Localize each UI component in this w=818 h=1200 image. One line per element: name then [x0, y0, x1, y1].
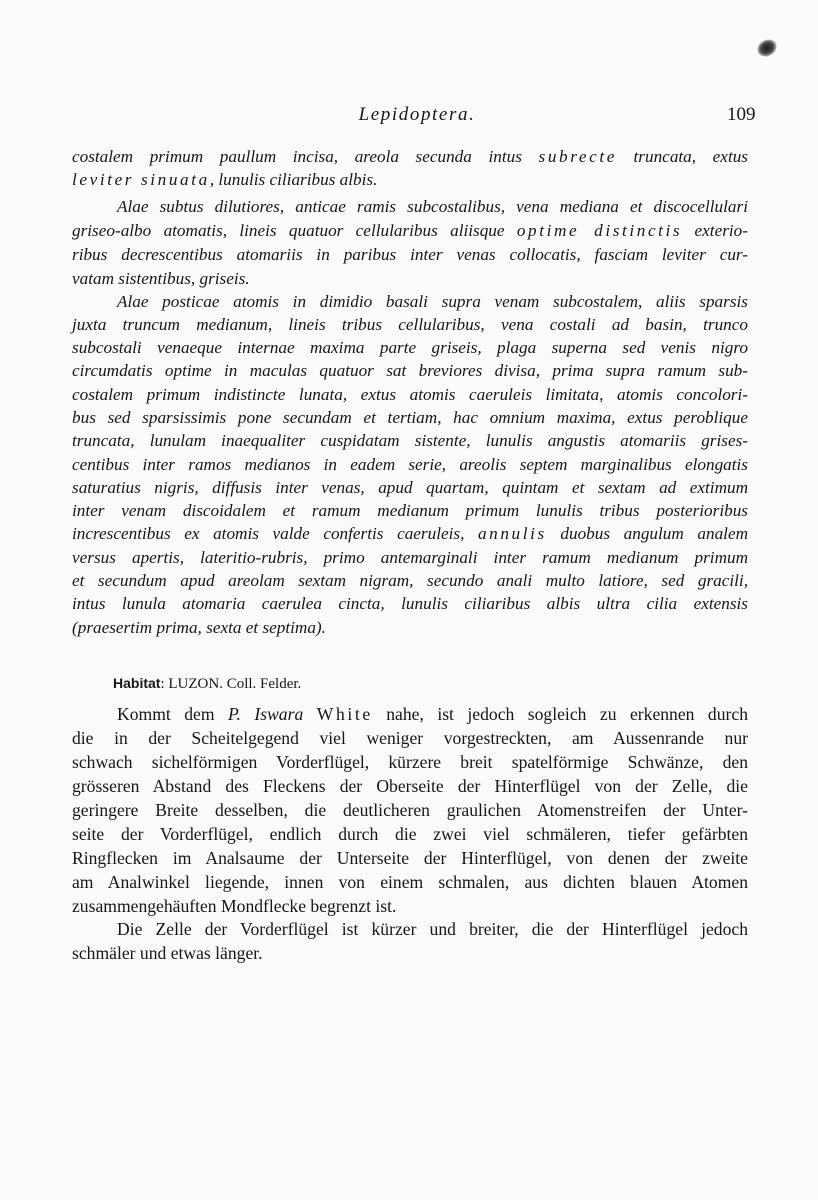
text-line: schwach sichelförmigen Vorderflügel, kürzere breit spatelförmige Schwänze, den	[72, 752, 748, 772]
text-run: Kommt dem	[117, 704, 229, 724]
text-run: increscentibus ex atomis valde confertis caeruleis,	[72, 524, 478, 543]
text-line: die in der Scheitelgegend viel weniger vorgestreckten, am Aussenrande nur	[72, 728, 748, 748]
paragraph-start-line	[117, 703, 748, 725]
text-run: , lunulis ciliaribus albis.	[209, 170, 378, 189]
text-line: inter venam discoidalem et ramum medianum primum lunulis tribus posterioribus	[72, 501, 748, 520]
habitat-label: Habitat	[113, 675, 161, 691]
text-line	[72, 523, 748, 545]
text-run: costalem primum paullum incisa, areola secunda intus	[72, 147, 539, 166]
spaced-text: optime distinctis	[516, 221, 683, 240]
text-line: bus sed sparsissimis pone secundam et tertiam, hac omnium maxima, extus peroblique	[72, 408, 748, 427]
text-line: (praesertim prima, sexta et septima).	[72, 618, 326, 637]
text-line: grösseren Abstand des Fleckens der Oberseite der Hinterflügel von der Zelle, die	[72, 776, 748, 796]
ink-blot	[754, 36, 779, 60]
species-name: P. Iswara	[228, 704, 304, 724]
paragraph-start-line: Die Zelle der Vorderflügel ist kürzer und breiter, die der Hinterflügel jedoch	[117, 919, 748, 939]
text-line: saturatius nigris, diffusis inter venas, apud quartam, quintam et sextam ad extimum	[72, 478, 748, 497]
text-line: intus lunula atomaria caerulea cincta, lunulis ciliaribus albis ultra cilia extensis	[72, 594, 748, 613]
text-line: centibus inter ramos medianos in eadem serie, areolis septem marginalibus elongatis	[72, 455, 748, 474]
text-line: versus apertis, lateritio-rubris, primo antemarginali inter ramum medianum primum	[72, 548, 748, 567]
text-line: circumdatis optime in maculas quatuor sat breviores divisa, prima supra ramum sub-	[72, 361, 748, 380]
habitat-line	[113, 675, 301, 693]
text-line: am Analwinkel liegende, innen von einem schmalen, aus dichten blauen Atomen	[72, 872, 748, 892]
text-line: seite der Vorderflügel, endlich durch die zwei viel schmäleren, tiefer gefärbten	[72, 824, 748, 844]
running-header-title: Lepidoptera.	[358, 104, 476, 125]
text-line: geringere Breite desselben, die deutlicheren graulichen Atomenstreifen der Unter-	[72, 800, 748, 820]
text-line: subcostali venaeque internae maxima parte griseis, plaga superna sed venis nigro	[72, 338, 748, 357]
text-line: et secundum apud areolam sextam nigram, secundo anali multo latiore, sed gracili,	[72, 571, 748, 590]
text-run: truncata, extus	[616, 147, 748, 166]
text-run: griseo-albo atomatis, lineis quatuor cellularibus aliisque	[72, 221, 517, 240]
spaced-text: subrecte	[538, 147, 617, 166]
text-line: juxta truncum medianum, lineis tribus cellularibus, vena costali ad basin, trunco	[72, 315, 748, 334]
text-line	[72, 146, 748, 168]
text-line: costalem primum indistincte lunata, extus atomis caeruleis limitata, atomis concolori-	[72, 385, 748, 404]
spaced-text: leviter sinuata	[72, 170, 210, 189]
text-line: Ringflecken im Analsaume der Unterseite der Hinterflügel, von denen der zweite	[72, 848, 748, 868]
text-line	[72, 169, 748, 191]
paragraph-start-line: Alae posticae atomis in dimidio basali supra venam subcostalem, aliis sparsis	[117, 292, 748, 311]
habitat-separator: :	[160, 676, 165, 692]
spaced-text: annulis	[477, 524, 547, 543]
text-run: exterio-	[682, 221, 748, 240]
paragraph-start-line: Alae subtus dilutiores, anticae ramis subcostalibus, vena mediana et discocellulari	[117, 197, 748, 216]
text-run: nahe, ist jedoch sogleich zu erkennen durch	[372, 704, 748, 724]
text-line: ribus decrescentibus atomariis in paribus inter venas collocatis, fasciam leviter cur-	[72, 245, 748, 264]
author-name: White	[316, 704, 373, 724]
text-line: vatam sistentibus, griseis.	[72, 269, 250, 288]
text-line	[72, 220, 748, 242]
habitat-value: LUZON. Coll. Felder.	[164, 676, 302, 692]
text-line: schmäler und etwas länger.	[72, 943, 263, 963]
text-line: zusammengehäuften Mondflecke begrenzt ist.	[72, 896, 397, 916]
text-run: duobus angulum analem	[546, 524, 748, 543]
text-line: truncata, lunulam inaequaliter cuspidatam sistente, lunulis angustis atomariis grises-	[72, 431, 748, 450]
page-number: 109	[727, 104, 756, 125]
